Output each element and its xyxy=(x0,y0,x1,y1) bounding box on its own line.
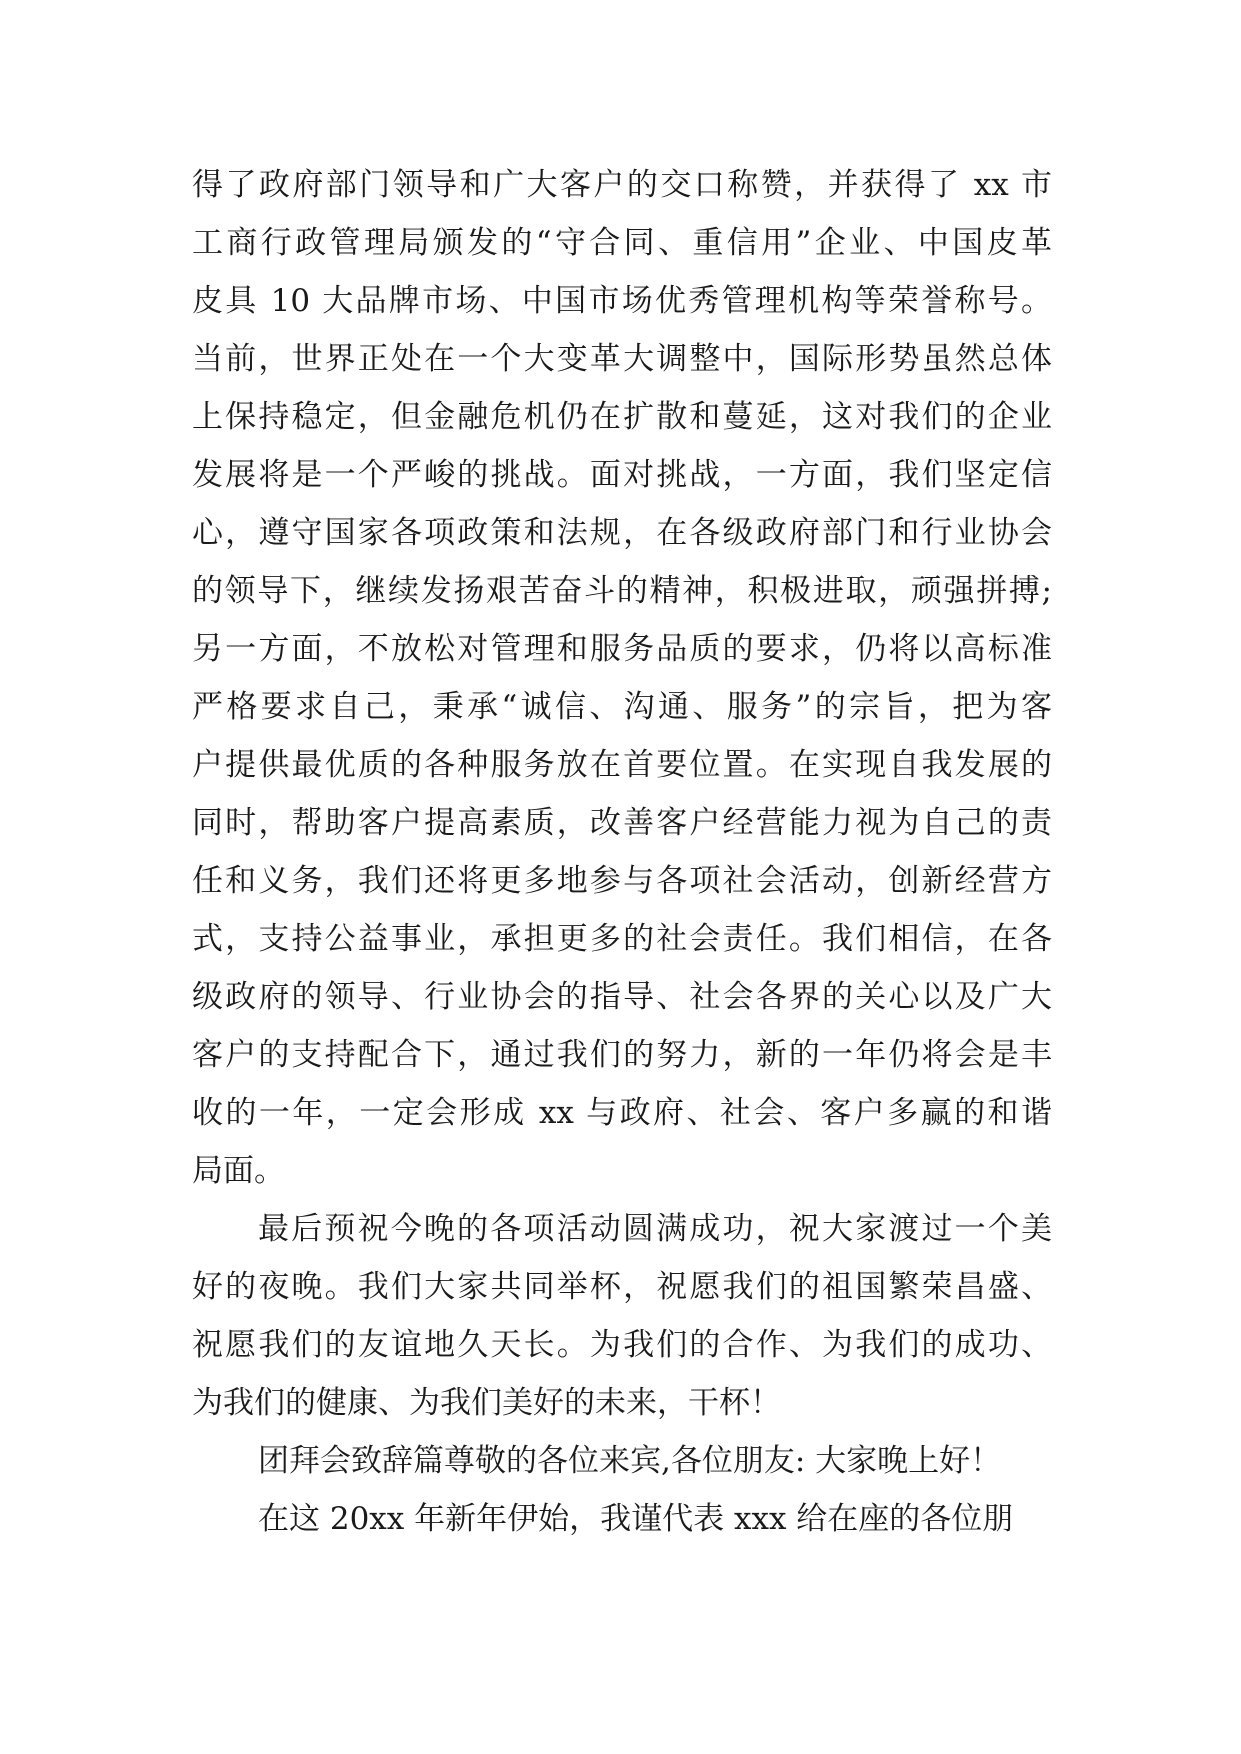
text-line: 心，遵守国家各项政策和法规，在各级政府部门和行业协会 xyxy=(192,515,1052,551)
text-line: 团拜会致辞篇尊敬的各位来宾,各位朋友: 大家晚上好！ xyxy=(258,1443,1002,1479)
text-line: 另一方面，不放松对管理和服务品质的要求，仍将以高标准 xyxy=(192,631,1052,667)
paragraph-1 xyxy=(192,156,1052,1200)
paragraph-2 xyxy=(192,1200,1052,1432)
text-line: 局面。 xyxy=(192,1153,285,1189)
text-line: 工商行政管理局颁发的“守合同、重信用”企业、中国皮革 xyxy=(192,225,1052,261)
document-body xyxy=(192,156,1052,1548)
text-line: 户提供最优质的各种服务放在首要位置。在实现自我发展的 xyxy=(192,747,1052,783)
text-line: 客户的支持配合下，通过我们的努力，新的一年仍将会是丰 xyxy=(192,1037,1052,1073)
text-line: 任和义务，我们还将更多地参与各项社会活动，创新经营方 xyxy=(192,863,1052,899)
text-line: 皮具 10 大品牌市场、中国市场优秀管理机构等荣誉称号。 xyxy=(192,283,1052,319)
text-line: 好的夜晚。我们大家共同举杯，祝愿我们的祖国繁荣昌盛、 xyxy=(192,1269,1052,1305)
paragraph-4 xyxy=(192,1490,1052,1548)
text-line: 在这 20xx 年新年伊始，我谨代表 xxx 给在座的各位朋 xyxy=(258,1501,1014,1537)
text-line: 收的一年，一定会形成 xx 与政府、社会、客户多赢的和谐 xyxy=(192,1095,1052,1131)
text-line: 最后预祝今晚的各项活动圆满成功，祝大家渡过一个美 xyxy=(258,1211,1052,1247)
text-line: 上保持稳定，但金融危机仍在扩散和蔓延，这对我们的企业 xyxy=(192,399,1052,435)
text-line: 得了政府部门领导和广大客户的交口称赞，并获得了 xx 市 xyxy=(192,167,1052,203)
text-line: 当前，世界正处在一个大变革大调整中，国际形势虽然总体 xyxy=(192,341,1052,377)
text-line: 的领导下，继续发扬艰苦奋斗的精神，积极进取，顽强拼搏; xyxy=(192,573,1052,609)
text-line: 严格要求自己，秉承“诚信、沟通、服务”的宗旨，把为客 xyxy=(192,689,1052,725)
text-line: 式，支持公益事业，承担更多的社会责任。我们相信，在各 xyxy=(192,921,1052,957)
text-line: 发展将是一个严峻的挑战。面对挑战，一方面，我们坚定信 xyxy=(192,457,1052,493)
text-line: 为我们的健康、为我们美好的未来，干杯！ xyxy=(192,1385,781,1421)
text-line: 祝愿我们的友谊地久天长。为我们的合作、为我们的成功、 xyxy=(192,1327,1052,1363)
text-line: 同时，帮助客户提高素质，改善客户经营能力视为自己的责 xyxy=(192,805,1052,841)
paragraph-3 xyxy=(192,1432,1052,1490)
text-line: 级政府的领导、行业协会的指导、社会各界的关心以及广大 xyxy=(192,979,1052,1015)
